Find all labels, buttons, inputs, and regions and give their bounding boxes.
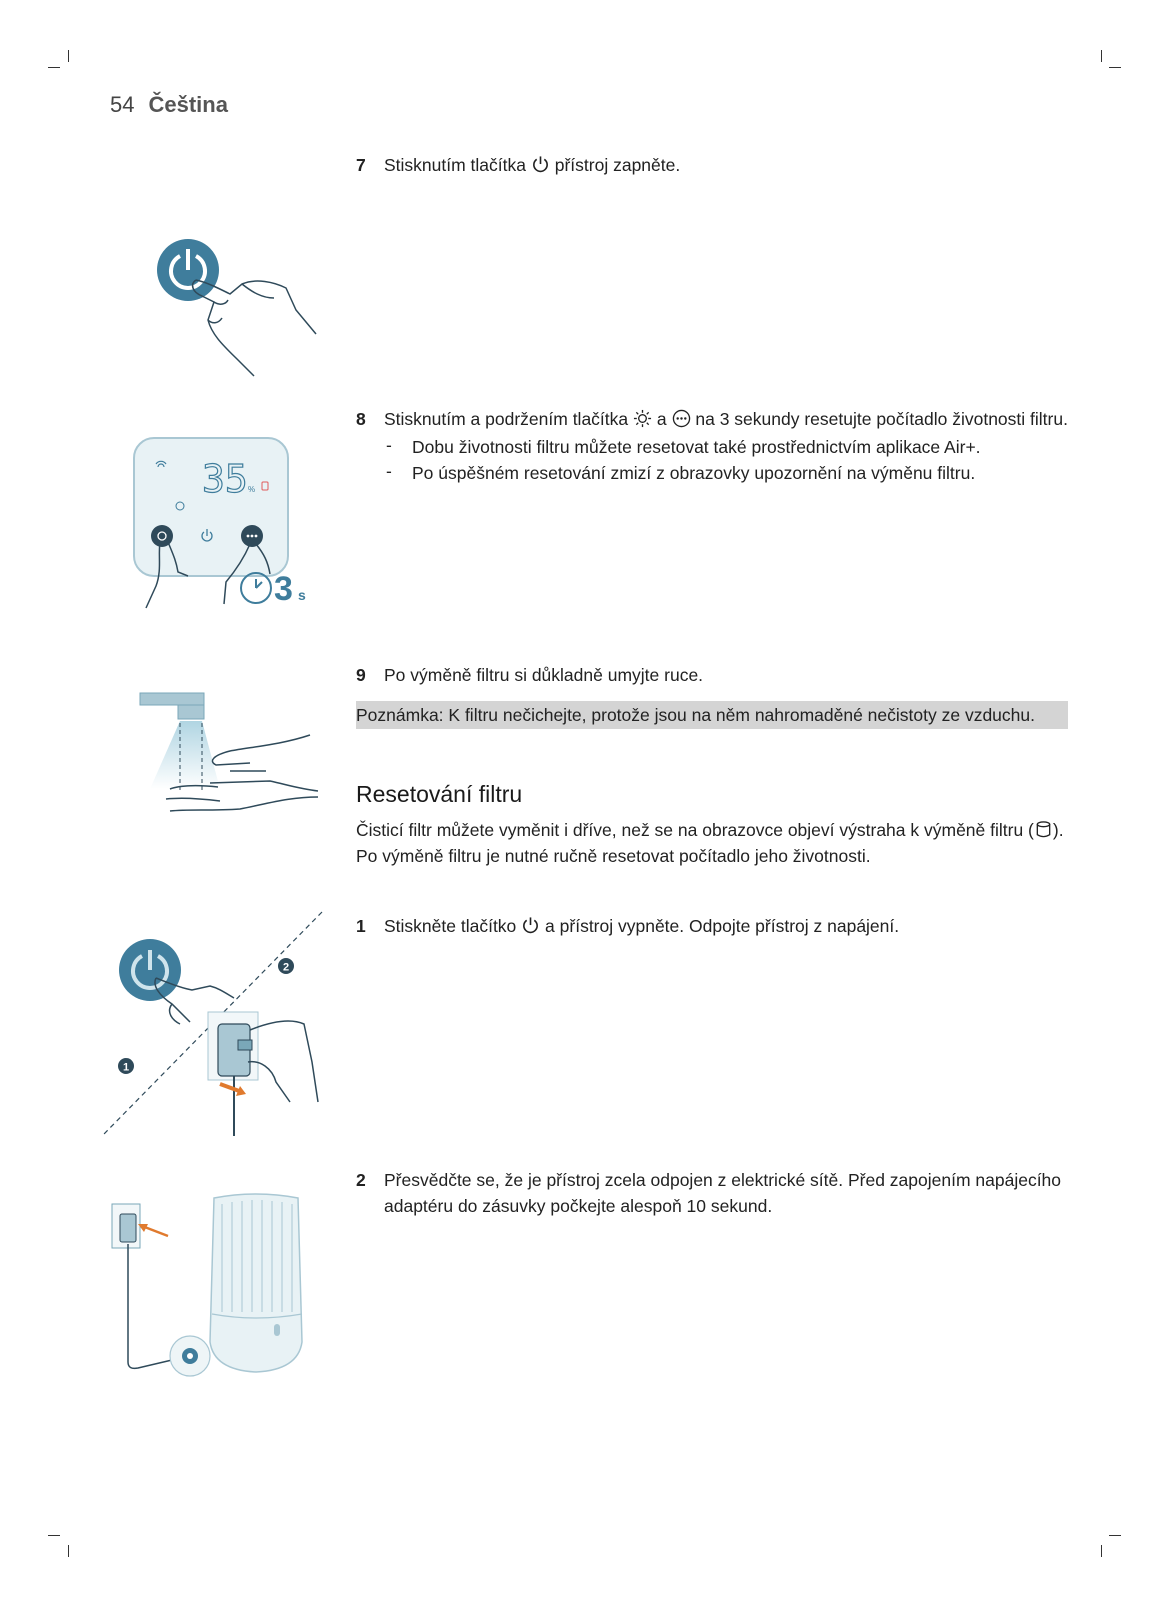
- section-paragraph: [356, 817, 1076, 869]
- step-text: Přesvědčte se, že je přístroj zcela odpojen z elektrické sítě. Před zapojením napájecího adaptéru do zásuvky počkejte alespoň 10 sekund.: [384, 1170, 1062, 1216]
- timer-value: 3: [274, 570, 293, 608]
- crop-mark: [1109, 1535, 1121, 1536]
- bullet-item: - Po úspěšném resetování zmizí z obrazovky upozornění na výměnu filtru.: [384, 460, 1076, 486]
- wash-hands-illustration: [140, 693, 330, 828]
- purifier-illustration: [110, 1192, 320, 1376]
- step-number: 1: [356, 916, 366, 936]
- step-number: 7: [356, 155, 366, 175]
- step-7: [356, 152, 680, 178]
- step-text: a: [656, 409, 667, 429]
- control-panel-illustration: [132, 436, 322, 626]
- marker-2: 2: [282, 961, 290, 974]
- step-number: 9: [356, 665, 366, 685]
- bullet-item: - Dobu životnosti filtru můžete resetovat také prostřednictvím aplikace Air+.: [384, 434, 1076, 460]
- filter-icon: [1034, 820, 1053, 839]
- step-2: [356, 1167, 1076, 1219]
- crop-mark: [68, 1545, 69, 1557]
- timer-unit: s: [298, 587, 306, 603]
- marker-1: 1: [122, 1061, 130, 1074]
- power-icon: [531, 155, 550, 174]
- step-text: Stiskněte tlačítko: [384, 916, 517, 936]
- step-number: 2: [356, 1170, 366, 1190]
- crop-mark: [68, 50, 69, 62]
- display-value: 35: [202, 457, 248, 501]
- unplug-illustration: [100, 912, 330, 1136]
- crop-mark: [48, 1535, 60, 1536]
- step-9: [356, 662, 703, 688]
- step-1: [356, 913, 899, 939]
- step-text: na 3 sekundy resetujte počítadlo životnosti filtru.: [695, 409, 1068, 429]
- step-text: Stisknutím a podržením tlačítka: [384, 409, 629, 429]
- step-text: a přístroj vypněte. Odpojte přístroj z napájení.: [545, 916, 900, 936]
- crop-mark: [1101, 1545, 1102, 1557]
- step-8-bullets: [384, 434, 1076, 486]
- paragraph-text: Čisticí filtr můžete vyměnit i dříve, než se na obrazovce objeví výstraha k výměně filtru (: [356, 820, 1034, 840]
- paragraph-text: ). Po výměně filtru je nutné ručně resetovat počítadlo jeho životnosti.: [356, 820, 1064, 866]
- page-language: Čeština: [148, 92, 228, 117]
- page-number: 54: [110, 92, 135, 117]
- step-8: [356, 406, 1076, 486]
- crop-mark: [1109, 67, 1121, 68]
- step-text: Stisknutím tlačítka: [384, 155, 526, 175]
- light-icon: [633, 409, 652, 428]
- step-number: 8: [356, 409, 366, 429]
- crop-mark: [1101, 50, 1102, 62]
- crop-mark: [48, 67, 60, 68]
- section-title: Resetování filtru: [356, 781, 523, 807]
- page-header: [110, 92, 228, 118]
- display-unit: %: [248, 485, 256, 494]
- step-text: Po výměně filtru si důkladně umyjte ruce.: [384, 665, 704, 685]
- fan-mode-icon: [672, 409, 691, 428]
- note-box: Poznámka: K filtru nečichejte, protože jsou na něm nahromaděné nečistoty ze vzduchu.: [356, 701, 1068, 729]
- power-icon: [521, 916, 540, 935]
- power-button-illustration: [150, 232, 330, 377]
- step-text: přístroj zapněte.: [554, 155, 681, 175]
